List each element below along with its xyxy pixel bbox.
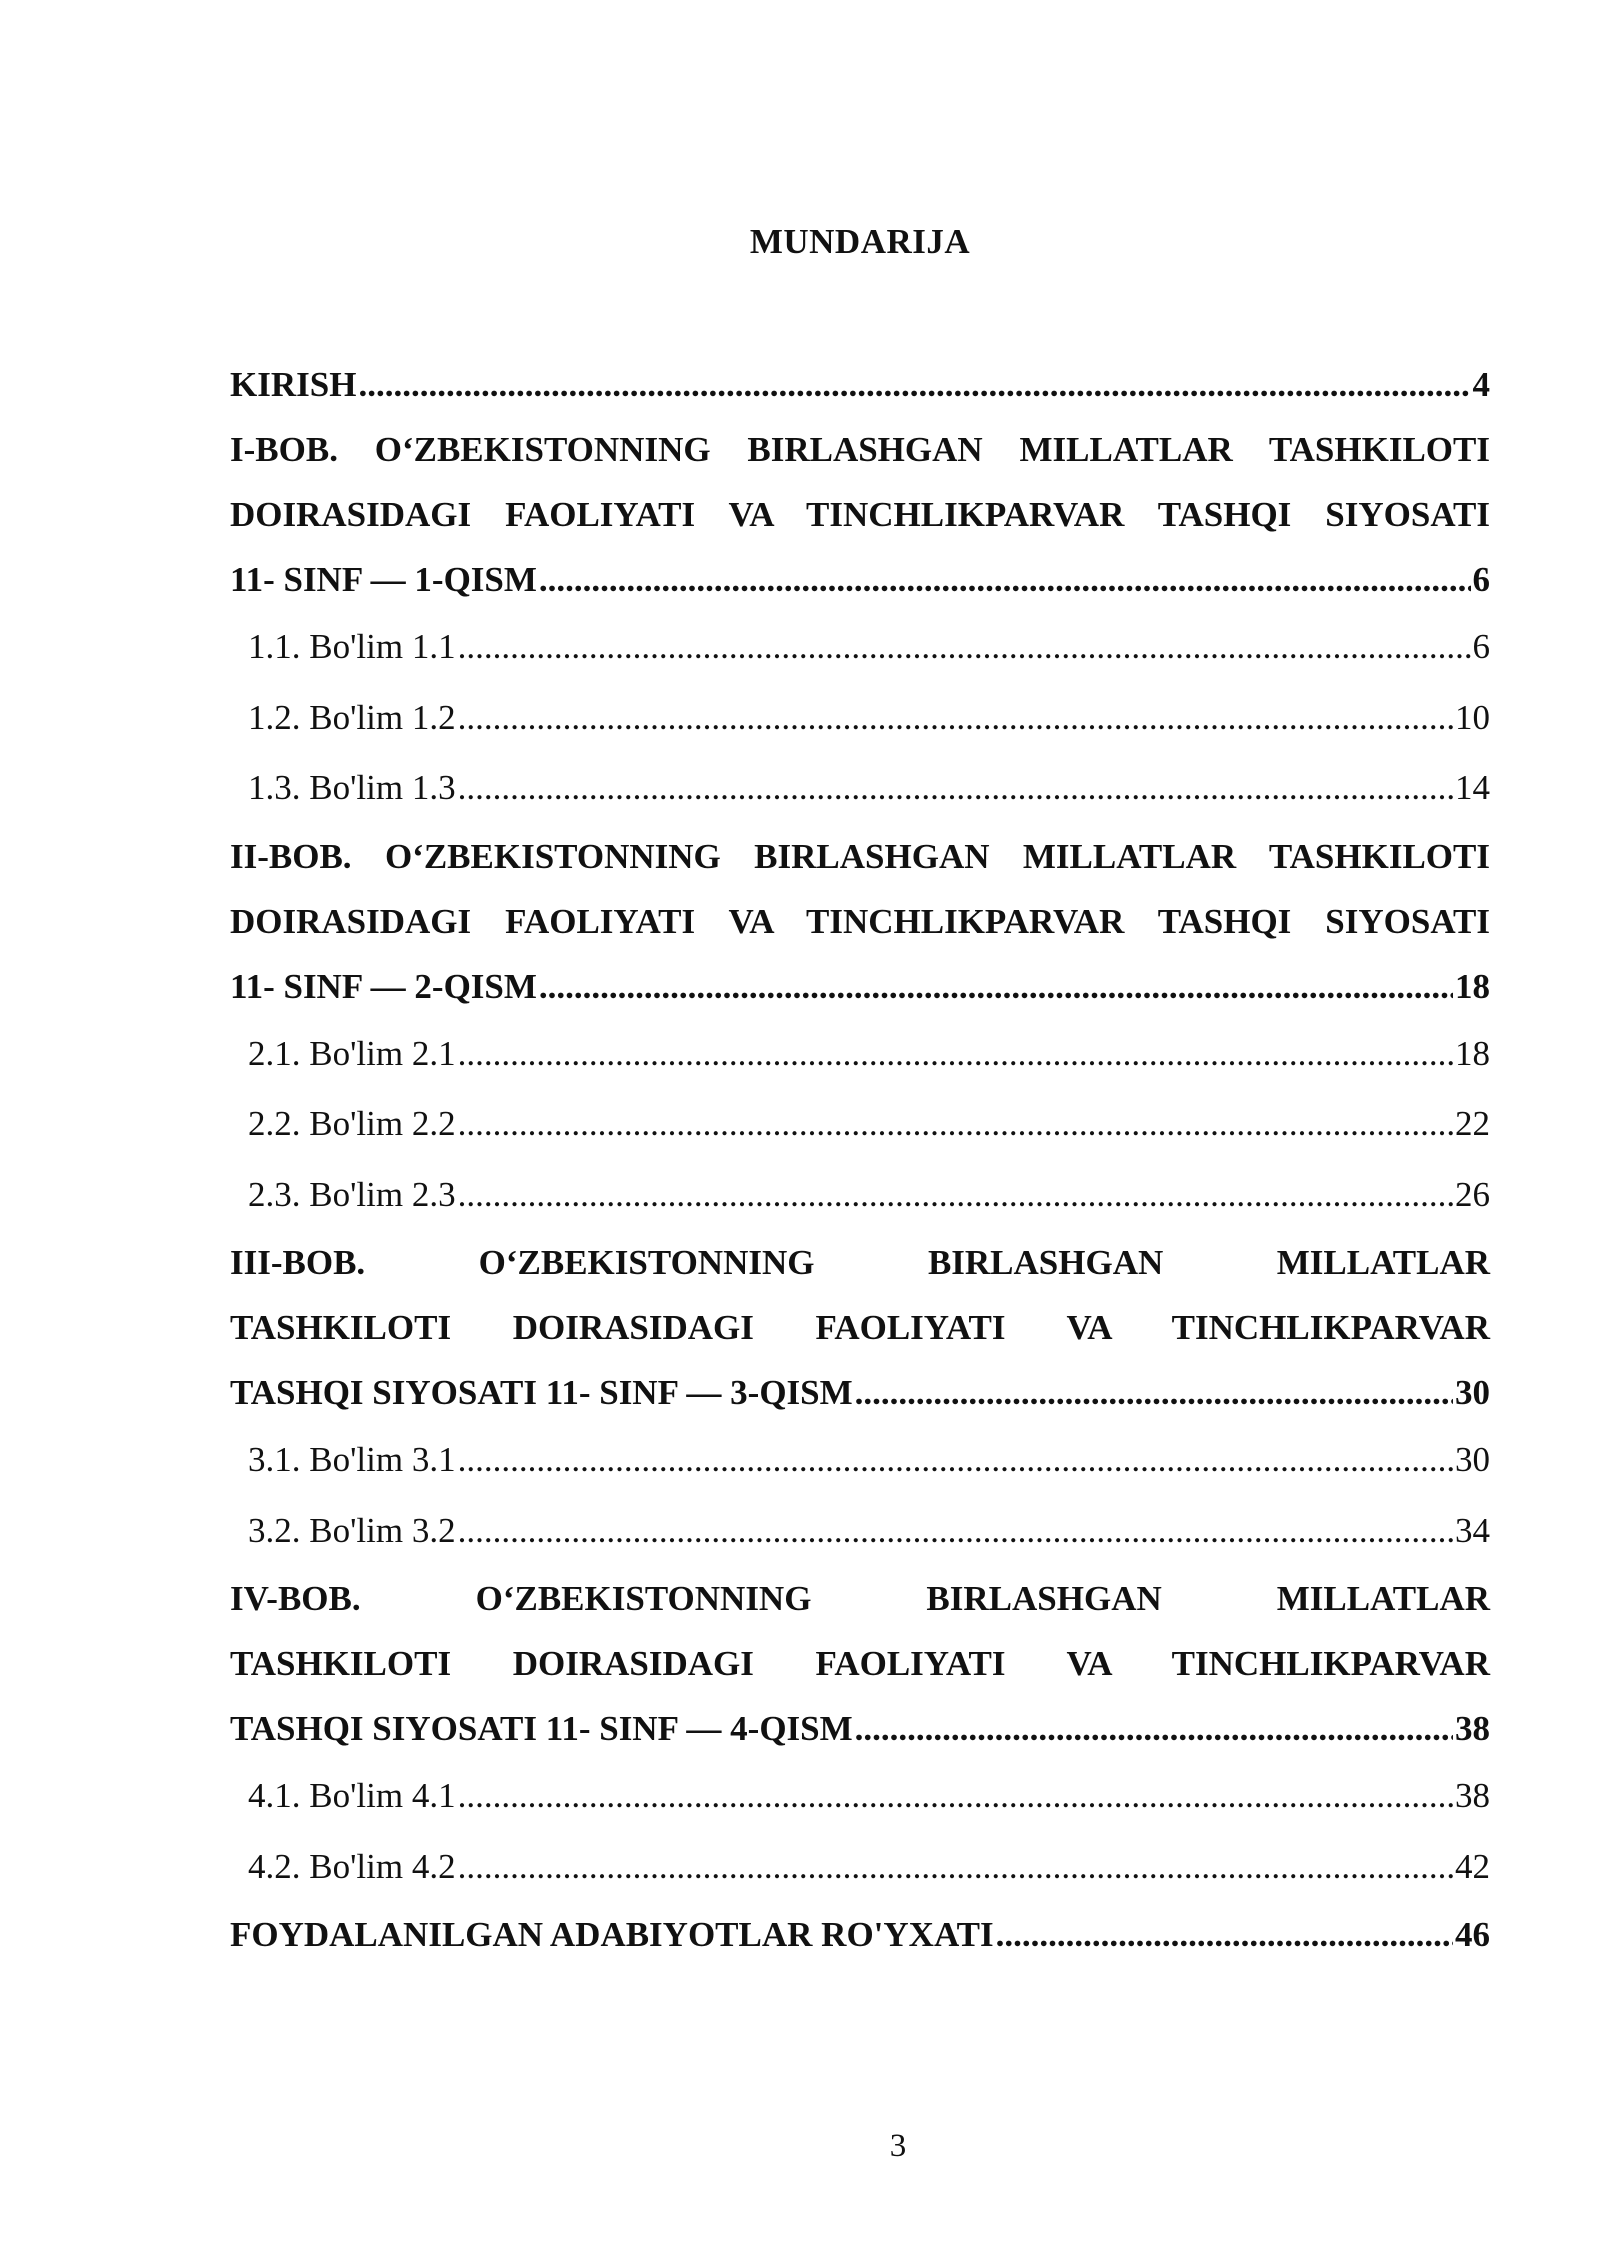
dot-leader [458,1496,1453,1567]
dot-leader [539,547,1471,612]
toc-entry-label: 2.2. Bo'lim 2.2 [248,1104,456,1143]
toc-entry-row [230,1696,1490,1761]
toc-section-entry[interactable] [230,612,1490,683]
toc-entry-row [248,1832,1490,1903]
toc-page-number: 6 [1472,627,1490,666]
toc-page-number: 18 [1455,966,1490,1006]
toc-entry-label: FOYDALANILGAN ADABIYOTLAR RO'YXATI [230,1915,994,1954]
toc-entry-row [248,753,1490,824]
toc-entry-label: 1.2. Bo'lim 1.2 [248,697,456,737]
dot-leader [996,1902,1453,1967]
toc-chapter-entry[interactable] [230,1902,1490,1967]
toc-entry-row [230,1360,1490,1425]
toc-page-number: 38 [1455,1776,1490,1815]
toc-page-number: 10 [1455,697,1490,737]
toc-section-entry[interactable] [230,683,1490,754]
dot-leader [458,753,1453,824]
toc-page-number: 34 [1455,1510,1490,1550]
toc-chapter-title-line: TASHKILOTI DOIRASIDAGI FAOLIYATI VA TINCHLIKPARVAR [230,1308,1490,1347]
toc-page-number: 42 [1455,1846,1490,1886]
toc-entry-label: 2.1. Bo'lim 2.1 [248,1033,456,1073]
toc-entry-label: 3.1. Bo'lim 3.1 [248,1440,456,1479]
toc-chapter-title-line: DOIRASIDAGI FAOLIYATI VA TINCHLIKPARVAR TASHQI SIYOSATI [230,901,1490,941]
toc-entry-label: TASHQI SIYOSATI 11- SINF — 4-QISM [230,1709,853,1748]
toc-entry-row [248,1425,1490,1496]
toc-chapter-entry[interactable] [230,352,1490,417]
toc-section-entry[interactable] [230,1160,1490,1231]
toc-page-number: 38 [1455,1709,1490,1748]
toc-chapter-entry[interactable] [230,824,1490,1019]
dot-leader [458,1425,1453,1496]
toc-entry-label: 3.2. Bo'lim 3.2 [248,1510,456,1550]
toc-chapter-entry[interactable] [230,1230,1490,1425]
toc-entry-row [248,1496,1490,1567]
dot-leader [458,1089,1453,1160]
toc-entry-label: 4.1. Bo'lim 4.1 [248,1776,456,1815]
dot-leader [855,1696,1453,1761]
toc-section-entry[interactable] [230,753,1490,824]
toc-entry-row [248,1019,1490,1090]
toc-page-number: 46 [1455,1915,1490,1954]
toc-entry-label: 11- SINF — 1-QISM [230,560,537,599]
toc-chapter-title-line: DOIRASIDAGI FAOLIYATI VA TINCHLIKPARVAR TASHQI SIYOSATI [230,495,1490,534]
toc-entry-row [230,954,1490,1019]
toc-entry-row [230,1902,1490,1967]
toc-section-entry[interactable] [230,1425,1490,1496]
toc-chapter-title-line: IV-BOB. O‘ZBEKISTONNING BIRLASHGAN MILLATLAR [230,1579,1490,1618]
toc-entry-label: 4.2. Bo'lim 4.2 [248,1846,456,1886]
toc-page-number: 14 [1455,768,1490,807]
dot-leader [458,1832,1453,1903]
toc-chapter-title-line: TASHKILOTI DOIRASIDAGI FAOLIYATI VA TINCHLIKPARVAR [230,1644,1490,1683]
dot-leader [358,352,1470,417]
dot-leader [458,683,1453,754]
toc-entry-label: 2.3. Bo'lim 2.3 [248,1174,456,1214]
toc-chapter-title-line: I-BOB. O‘ZBEKISTONNING BIRLASHGAN MILLATLAR TASHKILOTI [230,430,1490,469]
dot-leader [458,1761,1453,1832]
toc-entry-label: KIRISH [230,365,357,404]
toc-section-entry[interactable] [230,1089,1490,1160]
toc-page-number: 4 [1472,365,1490,404]
toc-section-entry[interactable] [230,1832,1490,1903]
toc-entry-row [248,612,1490,683]
toc-entry-row [248,683,1490,754]
toc-entry-row [248,1160,1490,1231]
toc-entry-row [230,547,1490,612]
dot-leader [458,1019,1453,1090]
toc-title: MUNDARIJA [749,222,971,261]
dot-leader [539,954,1453,1019]
toc-page-number: 22 [1455,1104,1490,1143]
toc-entry-row [248,1089,1490,1160]
toc-page-number: 30 [1455,1440,1490,1479]
dot-leader [458,612,1471,683]
toc-page-number: 26 [1455,1174,1490,1214]
toc-entry-label: 1.1. Bo'lim 1.1 [248,627,456,666]
dot-leader [458,1160,1453,1231]
toc-page-number: 6 [1472,560,1490,599]
toc-chapter-entry[interactable] [230,1566,1490,1761]
toc-entry-label: 1.3. Bo'lim 1.3 [248,768,456,807]
toc-entry-row [230,352,1490,417]
toc-entry-row [248,1761,1490,1832]
toc-section-entry[interactable] [230,1019,1490,1090]
toc-page-number: 18 [1455,1033,1490,1073]
toc-page-number: 30 [1455,1373,1490,1412]
dot-leader [855,1360,1453,1425]
toc-chapter-title-line: II-BOB. O‘ZBEKISTONNING BIRLASHGAN MILLATLAR TASHKILOTI [230,836,1490,876]
toc-entry-label: 11- SINF — 2-QISM [230,966,537,1006]
page-number: 3 [889,2128,907,2164]
toc-chapter-title-line: III-BOB. O‘ZBEKISTONNING BIRLASHGAN MILLATLAR [230,1243,1490,1282]
toc-entry-label: TASHQI SIYOSATI 11- SINF — 3-QISM [230,1373,853,1412]
toc-section-entry[interactable] [230,1761,1490,1832]
toc-chapter-entry[interactable] [230,417,1490,612]
toc-section-entry[interactable] [230,1496,1490,1567]
table-of-contents [230,352,1490,1967]
